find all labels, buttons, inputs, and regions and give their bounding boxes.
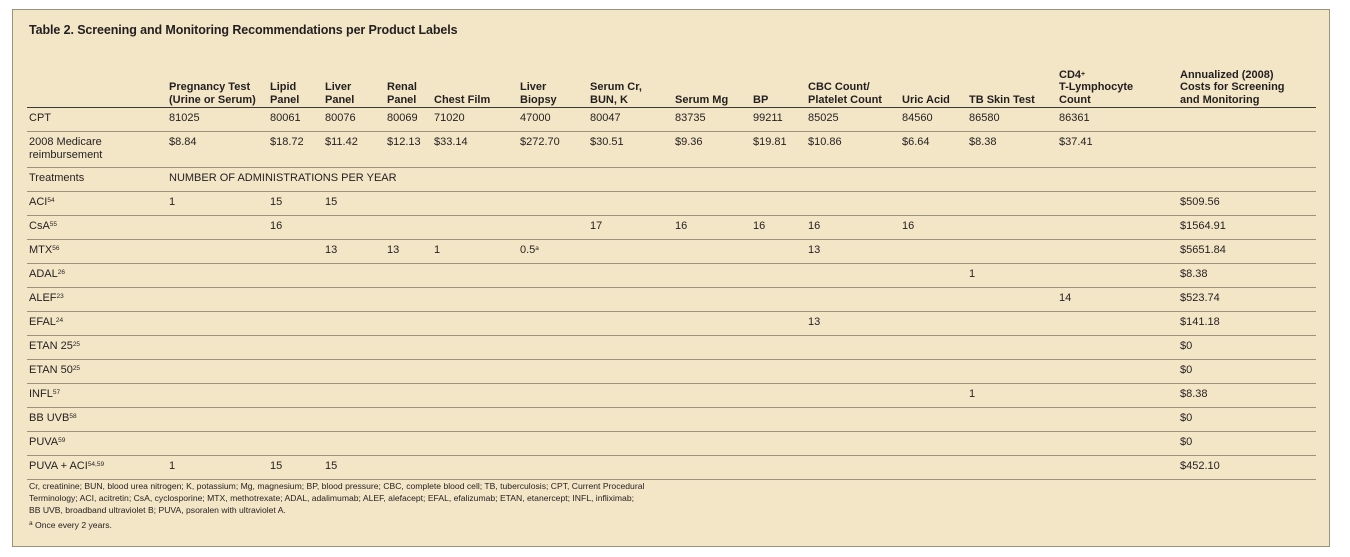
table-cell: $19.81 (751, 132, 806, 168)
table-cell (385, 456, 432, 480)
table-cell: 16 (268, 216, 323, 240)
table-cell (323, 336, 385, 360)
table-notes (29, 480, 729, 531)
row-label: CsA$^{55}$ (27, 216, 167, 240)
table-cell (268, 336, 323, 360)
table-cell: $18.72 (268, 132, 323, 168)
table-cell (385, 264, 432, 288)
table-cell (1057, 456, 1178, 480)
table-cell (751, 240, 806, 264)
table-cell: 16 (751, 216, 806, 240)
header-cbc-count: CBC Count/ Platelet Count (806, 64, 900, 108)
table-cell (385, 408, 432, 432)
table-cell (432, 432, 518, 456)
table-cell (432, 336, 518, 360)
table-cell (268, 432, 323, 456)
table-cell (518, 288, 588, 312)
table-cell: 13 (385, 240, 432, 264)
header-chest-film: Chest Film (432, 64, 518, 108)
table-cell (1057, 240, 1178, 264)
table-cell: 1 (167, 456, 268, 480)
table-cell (900, 264, 967, 288)
table-cell (385, 336, 432, 360)
table-cell: 1 (432, 240, 518, 264)
table-cell: $5651.84 (1178, 240, 1316, 264)
header-tb-skin-test: TB Skin Test (967, 64, 1057, 108)
table-cell (967, 216, 1057, 240)
table-cell (1178, 132, 1316, 168)
table-cell (751, 336, 806, 360)
table-cell (167, 264, 268, 288)
table-cell (588, 240, 673, 264)
table-cell (518, 192, 588, 216)
row-bbuvb (27, 408, 1316, 432)
row-label: ETAN $25^{25}$ (27, 336, 167, 360)
header-serum-cr: Serum Cr, BUN, K (588, 64, 673, 108)
table-cell (900, 240, 967, 264)
table-cell: $1564.91 (1178, 216, 1316, 240)
row-label: BB UVB$^{58}$ (27, 408, 167, 432)
table-cell (167, 288, 268, 312)
table-cell: 15 (323, 456, 385, 480)
row-mtx (27, 240, 1316, 264)
table-cell: 13 (323, 240, 385, 264)
table-cell (806, 336, 900, 360)
table-cell (1057, 192, 1178, 216)
table-cell (588, 408, 673, 432)
table-cell (268, 384, 323, 408)
table-cell: 80047 (588, 108, 673, 132)
table-cell: 86361 (1057, 108, 1178, 132)
row-aci (27, 192, 1316, 216)
table-cell (1057, 216, 1178, 240)
table-cell (323, 312, 385, 336)
table-cell: $11.42 (323, 132, 385, 168)
table-cell (432, 384, 518, 408)
footnote: $^a$ Once every 2 years. (29, 520, 112, 530)
table-cell (967, 312, 1057, 336)
table-cell (967, 360, 1057, 384)
row-infl (27, 384, 1316, 408)
table-cell (268, 240, 323, 264)
row-medicare (27, 132, 1316, 168)
row-puva (27, 432, 1316, 456)
table-cell (1057, 432, 1178, 456)
table-cell (167, 408, 268, 432)
table-cell (323, 264, 385, 288)
table-cell (518, 456, 588, 480)
table-cell (518, 216, 588, 240)
row-label: ACI$^{54}$ (27, 192, 167, 216)
table-cell: 14 (1057, 288, 1178, 312)
table-cell: 80061 (268, 108, 323, 132)
table-cell (900, 312, 967, 336)
table-cell: $0 (1178, 360, 1316, 384)
table-cell (900, 456, 967, 480)
table-cell (167, 432, 268, 456)
table-cell (1057, 384, 1178, 408)
header-lipid-panel: Lipid Panel (268, 64, 323, 108)
table-cell (900, 360, 967, 384)
table-cell: $8.38 (1178, 264, 1316, 288)
table-cell: $33.14 (432, 132, 518, 168)
table-cell (588, 456, 673, 480)
table-cell: $0 (1178, 336, 1316, 360)
table-cell (432, 408, 518, 432)
table-cell (323, 288, 385, 312)
table-cell (1057, 336, 1178, 360)
table-cell (751, 384, 806, 408)
table-cell (432, 312, 518, 336)
row-label: Treatments (27, 168, 167, 192)
table-cell: 80076 (323, 108, 385, 132)
table-cell: $8.38 (1178, 384, 1316, 408)
table-cell: 17 (588, 216, 673, 240)
table-cell (967, 336, 1057, 360)
table-cell (673, 288, 751, 312)
table-cell (385, 288, 432, 312)
table-cell (518, 408, 588, 432)
row-puvaaci (27, 456, 1316, 480)
table-cell: $8.38 (967, 132, 1057, 168)
row-label: ADAL$^{26}$ (27, 264, 167, 288)
abbreviations-line: Cr, creatinine; BUN, blood urea nitrogen; K, potassium; Mg, magnesium; BP, blood pressure; CBC, complete blood cell; TB, tuberculosis; CPT, Current Procedural (29, 481, 645, 491)
table-cell (806, 360, 900, 384)
table-cell: $0 (1178, 408, 1316, 432)
table-cell (385, 192, 432, 216)
table-cell: $10.86 (806, 132, 900, 168)
abbreviations-line: Terminology; ACI, acitretin; CsA, cyclosporine; MTX, methotrexate; ADAL, adalimumab; ALEF, alefacept; EFAL, efalizumab; ETAN, etanercept; INFL, infliximab; (29, 493, 635, 503)
table-cell (673, 360, 751, 384)
table-cell (967, 456, 1057, 480)
table-cell (751, 456, 806, 480)
table-cell (432, 216, 518, 240)
table-cell (967, 192, 1057, 216)
table-cell (1178, 108, 1316, 132)
table-cell (432, 456, 518, 480)
table-cell (1057, 360, 1178, 384)
table-cell (900, 288, 967, 312)
table-cell: 13 (806, 240, 900, 264)
table-cell (385, 432, 432, 456)
table-cell (167, 240, 268, 264)
table-cell (518, 336, 588, 360)
table-cell (323, 408, 385, 432)
row-treatments (27, 168, 1316, 192)
row-label: PUVA$^{59}$ (27, 432, 167, 456)
table-cell (673, 240, 751, 264)
table-cell (967, 288, 1057, 312)
table-cell: 16 (673, 216, 751, 240)
table-cell: 99211 (751, 108, 806, 132)
table-cell (385, 312, 432, 336)
section-label: NUMBER OF ADMINISTRATIONS PER YEAR (167, 168, 1316, 192)
table-cell (385, 360, 432, 384)
abbreviations-line: BB UVB, broadband ultraviolet B; PUVA, psoralen with ultraviolet A. (29, 505, 286, 515)
table-cell: $509.56 (1178, 192, 1316, 216)
row-label: 2008 Medicare reimbursement (27, 132, 167, 168)
table-cell: $8.84 (167, 132, 268, 168)
row-label: INFL$^{57}$ (27, 384, 167, 408)
header-blank (27, 64, 167, 108)
table-cell: 86580 (967, 108, 1057, 132)
table-cell: $141.18 (1178, 312, 1316, 336)
table-cell (806, 408, 900, 432)
table-cell: 16 (900, 216, 967, 240)
table-cell (751, 288, 806, 312)
table-cell (268, 408, 323, 432)
row-label: PUVA + ACI$^{54,59}$ (27, 456, 167, 480)
table-cell (588, 432, 673, 456)
table-cell (432, 360, 518, 384)
header-liver-panel: Liver Panel (323, 64, 385, 108)
table-cell: 85025 (806, 108, 900, 132)
table-title: Table 2. Screening and Monitoring Recommendations per Product Labels (29, 23, 458, 37)
table-cell: 0.5$^a$ (518, 240, 588, 264)
header-uric-acid: Uric Acid (900, 64, 967, 108)
table-cell (323, 360, 385, 384)
table-cell (167, 384, 268, 408)
table-cell: 1 (167, 192, 268, 216)
table-cell: $523.74 (1178, 288, 1316, 312)
table-cell (673, 264, 751, 288)
table-cell (385, 216, 432, 240)
table-cell (673, 408, 751, 432)
row-label: ALEF$^{23}$ (27, 288, 167, 312)
table-cell: 1 (967, 384, 1057, 408)
table-cell (1057, 312, 1178, 336)
table-panel (12, 9, 1330, 547)
table-cell (432, 192, 518, 216)
table-cell (967, 408, 1057, 432)
table-cell: 15 (268, 456, 323, 480)
table-cell (806, 192, 900, 216)
table-cell (673, 336, 751, 360)
table-cell (167, 312, 268, 336)
table-cell (167, 336, 268, 360)
table-cell (967, 432, 1057, 456)
table-cell: $37.41 (1057, 132, 1178, 168)
row-etan25 (27, 336, 1316, 360)
table-cell: 47000 (518, 108, 588, 132)
row-alef (27, 288, 1316, 312)
table-cell (323, 216, 385, 240)
table-cell: $30.51 (588, 132, 673, 168)
table-cell: 71020 (432, 108, 518, 132)
table-cell (432, 264, 518, 288)
table-cell (268, 264, 323, 288)
table-cell (323, 432, 385, 456)
header-serum-mg: Serum Mg (673, 64, 751, 108)
row-label: EFAL$^{24}$ (27, 312, 167, 336)
table-cell (751, 192, 806, 216)
table-cell (518, 264, 588, 288)
table-cell (806, 384, 900, 408)
row-efal (27, 312, 1316, 336)
table-cell (751, 408, 806, 432)
table-cell (518, 312, 588, 336)
table-cell (268, 312, 323, 336)
table-cell (1057, 408, 1178, 432)
table-cell: 1 (967, 264, 1057, 288)
table-cell (588, 360, 673, 384)
table-cell (673, 384, 751, 408)
screening-table (27, 64, 1316, 480)
table-cell (518, 432, 588, 456)
table-cell (518, 360, 588, 384)
table-cell (588, 312, 673, 336)
table-cell (588, 288, 673, 312)
table-cell: $0 (1178, 432, 1316, 456)
table-cell (900, 336, 967, 360)
table-cell: 81025 (167, 108, 268, 132)
row-etan50 (27, 360, 1316, 384)
table-cell (806, 432, 900, 456)
table-cell (673, 456, 751, 480)
table-cell (588, 336, 673, 360)
table-cell (967, 240, 1057, 264)
table-cell (588, 384, 673, 408)
table-cell (167, 216, 268, 240)
header-annualized-costs: Annualized (2008) Costs for Screening and Monitoring (1178, 64, 1316, 108)
header-bp: BP (751, 64, 806, 108)
header-liver-biopsy: Liver Biopsy (518, 64, 588, 108)
table-cell (673, 432, 751, 456)
table-cell (751, 264, 806, 288)
table-cell (323, 384, 385, 408)
table-cell (1057, 264, 1178, 288)
table-cell: $9.36 (673, 132, 751, 168)
table-cell (751, 432, 806, 456)
table-cell (432, 288, 518, 312)
table-cell: $272.70 (518, 132, 588, 168)
table-cell (588, 264, 673, 288)
row-label: CPT (27, 108, 167, 132)
table-cell (806, 264, 900, 288)
header-renal-panel: Renal Panel (385, 64, 432, 108)
table-cell (900, 384, 967, 408)
table-cell (518, 384, 588, 408)
header-pregnancy-test: Pregnancy Test (Urine or Serum) (167, 64, 268, 108)
table-cell: 84560 (900, 108, 967, 132)
table-cell (673, 312, 751, 336)
row-adal (27, 264, 1316, 288)
table-cell: 80069 (385, 108, 432, 132)
table-cell (268, 360, 323, 384)
table-cell: $452.10 (1178, 456, 1316, 480)
table-cell (751, 312, 806, 336)
row-label: MTX$^{56}$ (27, 240, 167, 264)
table-cell: 13 (806, 312, 900, 336)
table-cell: 15 (323, 192, 385, 216)
table-cell (900, 192, 967, 216)
table-cell (751, 360, 806, 384)
header-row (27, 64, 1316, 108)
table-cell (806, 456, 900, 480)
table-cell: 16 (806, 216, 900, 240)
row-cpt (27, 108, 1316, 132)
table-cell (900, 432, 967, 456)
table-cell (385, 384, 432, 408)
table-cell (588, 192, 673, 216)
table-cell: $6.64 (900, 132, 967, 168)
header-cd4-count: CD4+ T-Lymphocyte Count (1057, 64, 1178, 108)
table-cell: $12.13 (385, 132, 432, 168)
table-cell (806, 288, 900, 312)
table-cell (268, 288, 323, 312)
table-cell (167, 360, 268, 384)
table-cell: 83735 (673, 108, 751, 132)
row-csa (27, 216, 1316, 240)
table-cell (900, 408, 967, 432)
row-label: ETAN $50^{25}$ (27, 360, 167, 384)
table-cell: 15 (268, 192, 323, 216)
table-cell (673, 192, 751, 216)
